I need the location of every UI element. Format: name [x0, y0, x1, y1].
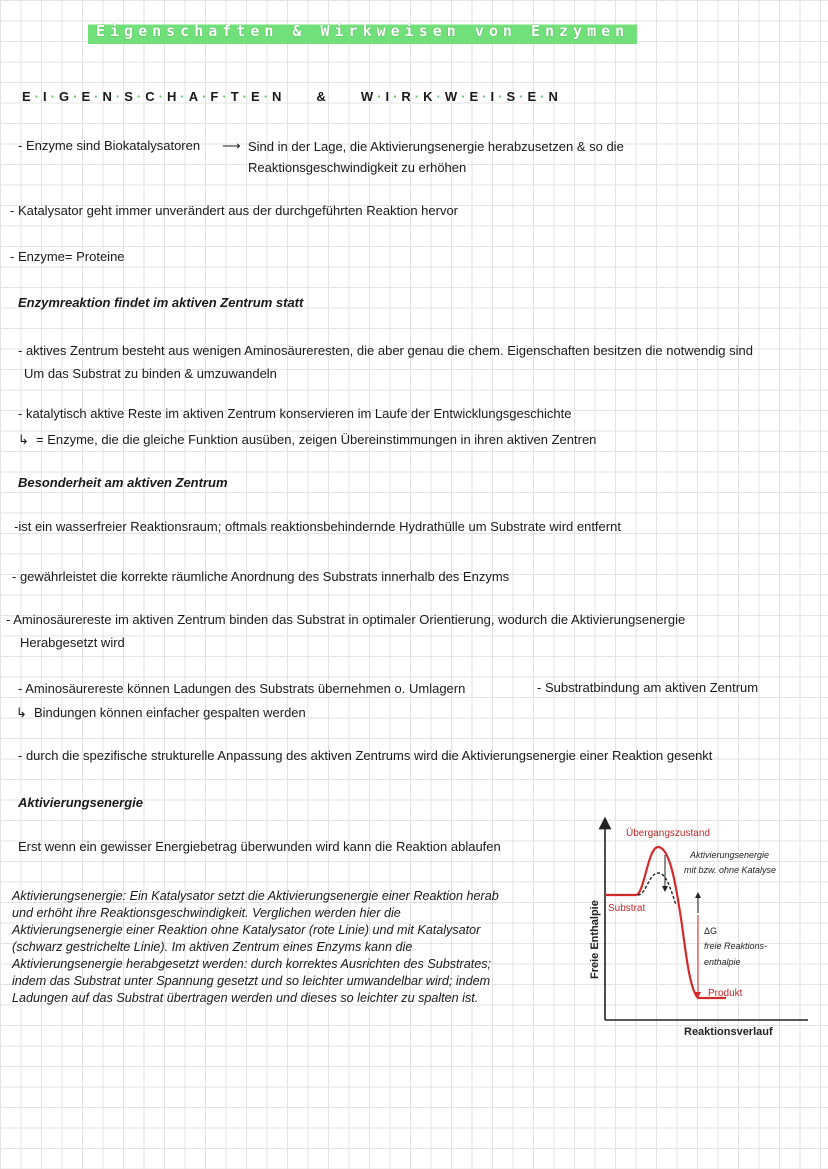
- caption-line: indem das Substrat unter Spannung gesetzt und so leichter umwandelbar wird; indem: [12, 974, 491, 988]
- separator-dot: ·: [34, 89, 41, 104]
- arrow-turn-icon: ↳: [18, 432, 29, 447]
- left-letter: G: [58, 89, 71, 104]
- separator-dot: ·: [50, 89, 56, 104]
- left-letter: E: [81, 89, 92, 104]
- left-letter: S: [124, 89, 134, 104]
- separator-dot: ·: [482, 89, 488, 104]
- left-letter: N: [102, 89, 113, 104]
- label-dg-1: freie Reaktions-: [704, 941, 768, 951]
- page-title: Eigenschaften & Wirkweisen von Enzymen: [88, 20, 637, 50]
- line-energiebetrag: Erst wenn ein gewisser Energiebetrag überwunden wird kann die Reaktion ablaufen: [18, 839, 501, 854]
- right-letter: R: [401, 89, 412, 104]
- line-katalysator: - Katalysator geht immer unverändert aus der durchgeführten Reaktion hervor: [10, 203, 459, 218]
- separator-dot: ·: [222, 89, 228, 104]
- label-dg-2: enthalpie: [704, 957, 741, 967]
- energy-diagram: [586, 815, 816, 1045]
- left-letter: F: [210, 89, 220, 104]
- arrow-right-icon: ⟶: [222, 138, 241, 153]
- separator-dot: ·: [242, 89, 249, 104]
- line-reste-2: = Enzyme, die die gleiche Funktion ausüben, zeigen Übereinstimmungen in ihren aktiven Zentren: [36, 432, 597, 447]
- caption-line: und erhöht ihre Reaktionsgeschwindigkeit. Verglichen werden hier die: [12, 906, 401, 920]
- separator-dot: ·: [180, 89, 186, 104]
- right-letter: W: [360, 89, 375, 104]
- separator-dot: ·: [158, 89, 164, 104]
- right-letter: I: [490, 89, 496, 104]
- right-letter: K: [423, 89, 434, 104]
- separator-dot: ·: [263, 89, 270, 104]
- left-letter: T: [230, 89, 240, 104]
- line-biokat-explain-2: Reaktionsgeschwindigkeit zu erhöhen: [248, 160, 467, 175]
- separator-dot: ·: [461, 89, 467, 104]
- left-letter: H: [166, 89, 178, 104]
- left-letter: C: [145, 89, 156, 104]
- right-letter: E: [527, 89, 538, 104]
- separator-dot: ·: [436, 89, 442, 104]
- line-ladungen-2: Bindungen können einfacher gespalten werden: [34, 705, 306, 720]
- caption-line: Ladungen auf das Substrat übertragen werden und dieses so leichter zu spalten ist.: [12, 991, 479, 1005]
- line-reste-1: - katalytisch aktive Reste im aktiven Zentrum konservieren im Laufe der Entwicklungsgeschichte: [18, 406, 572, 421]
- separator-dot: ·: [73, 89, 79, 104]
- line-aktives-zentrum-1: - aktives Zentrum besteht aus wenigen Aminosäureresten, die aber genau die chem. Eigenschaften besitzen die notwendig sind: [18, 343, 753, 358]
- heading-aktivierungsenergie: Aktivierungsenergie: [18, 795, 143, 810]
- separator-dot: ·: [94, 89, 100, 104]
- left-letter: E: [251, 89, 261, 104]
- x-axis-label: Reaktionsverlauf: [684, 1026, 773, 1038]
- left-letter: N: [272, 89, 283, 104]
- right-letter: S: [506, 89, 517, 104]
- section-heading-spaced: [22, 89, 559, 104]
- line-anpassung: - durch die spezifische strukturelle Anpassung des aktiven Zentrums wird die Aktivierungsenergie einer Reaktion gesenkt: [18, 748, 713, 763]
- label-ea-1: Aktivierungsenergie: [690, 850, 770, 860]
- line-aminosaeure-1: - Aminosäurereste im aktiven Zentrum binden das Substrat in optimaler Orientierung, wodurch die Aktivierungsenergie: [6, 612, 686, 627]
- caption-line: Aktivierungsenergie: Ein Katalysator setzt die Aktivierungsenergie einer Reaktion herab: [12, 889, 499, 903]
- separator-dot: ·: [115, 89, 122, 104]
- line-aminosaeure-2: Herabgesetzt wird: [20, 635, 125, 650]
- line-substratbindung: - Substratbindung am aktiven Zentrum: [537, 680, 759, 695]
- label-ea-2: mit bzw. ohne Katalyse: [684, 865, 777, 875]
- line-biokat-explain-1: Sind in der Lage, die Aktivierungsenergie herabzusetzen & so die: [248, 139, 624, 154]
- left-letter: E: [22, 89, 32, 104]
- separator-dot: ·: [202, 89, 208, 104]
- line-wasserfrei: -ist ein wasserfreier Reaktionsraum; oftmals reaktionsbehindernde Hydrathülle um Substrate wird entfernt: [14, 519, 621, 534]
- separator-dot: ·: [377, 89, 383, 104]
- line-anordnung: - gewährleistet die korrekte räumliche Anordnung des Substrats innerhalb des Enzyms: [12, 569, 510, 584]
- separator-dot: ·: [136, 89, 143, 104]
- caption-paragraph: [12, 888, 557, 1007]
- line-proteine: - Enzyme= Proteine: [10, 249, 125, 264]
- label-uebergangszustand: Übergangszustand: [626, 828, 710, 839]
- left-letter: A: [188, 89, 200, 104]
- separator-dot: ·: [414, 89, 421, 104]
- ampersand: &: [316, 89, 327, 104]
- right-letter: W: [444, 89, 459, 104]
- arrow-turn-icon: ↳: [16, 705, 27, 720]
- right-letter: I: [385, 89, 391, 104]
- separator-dot: ·: [393, 89, 399, 104]
- line-aktives-zentrum-2: Um das Substrat zu binden & umzuwandeln: [24, 366, 277, 381]
- right-letter: E: [469, 89, 480, 104]
- caption-line: (schwarz gestrichelte Linie). Im aktiven Zentrum eines Enzyms kann die: [12, 940, 413, 954]
- right-letter: N: [548, 89, 559, 104]
- caption-line: Aktivierungsenergie einer Reaktion ohne Katalysator (rote Linie) und mit Katalysator: [12, 923, 481, 937]
- heading-enzymreaktion: Enzymreaktion findet im aktiven Zentrum statt: [18, 295, 304, 310]
- line-ladungen-1: - Aminosäurereste können Ladungen des Substrats übernehmen o. Umlagern: [18, 681, 466, 696]
- label-produkt: Produkt: [708, 988, 743, 999]
- separator-dot: ·: [540, 89, 546, 104]
- label-substrat: Substrat: [608, 903, 646, 914]
- caption-line: Aktivierungsenergie herabgesetzt werden: durch korrektes Ausrichten des Substrates;: [12, 957, 492, 971]
- left-letter: I: [43, 89, 48, 104]
- separator-dot: ·: [519, 89, 525, 104]
- separator-dot: ·: [498, 89, 504, 104]
- heading-besonderheit: Besonderheit am aktiven Zentrum: [18, 475, 228, 490]
- line-biokatalysatoren: - Enzyme sind Biokatalysatoren: [18, 138, 201, 153]
- y-axis-label: Freie Enthalpie: [589, 900, 601, 979]
- label-delta-g: ΔG: [704, 926, 718, 936]
